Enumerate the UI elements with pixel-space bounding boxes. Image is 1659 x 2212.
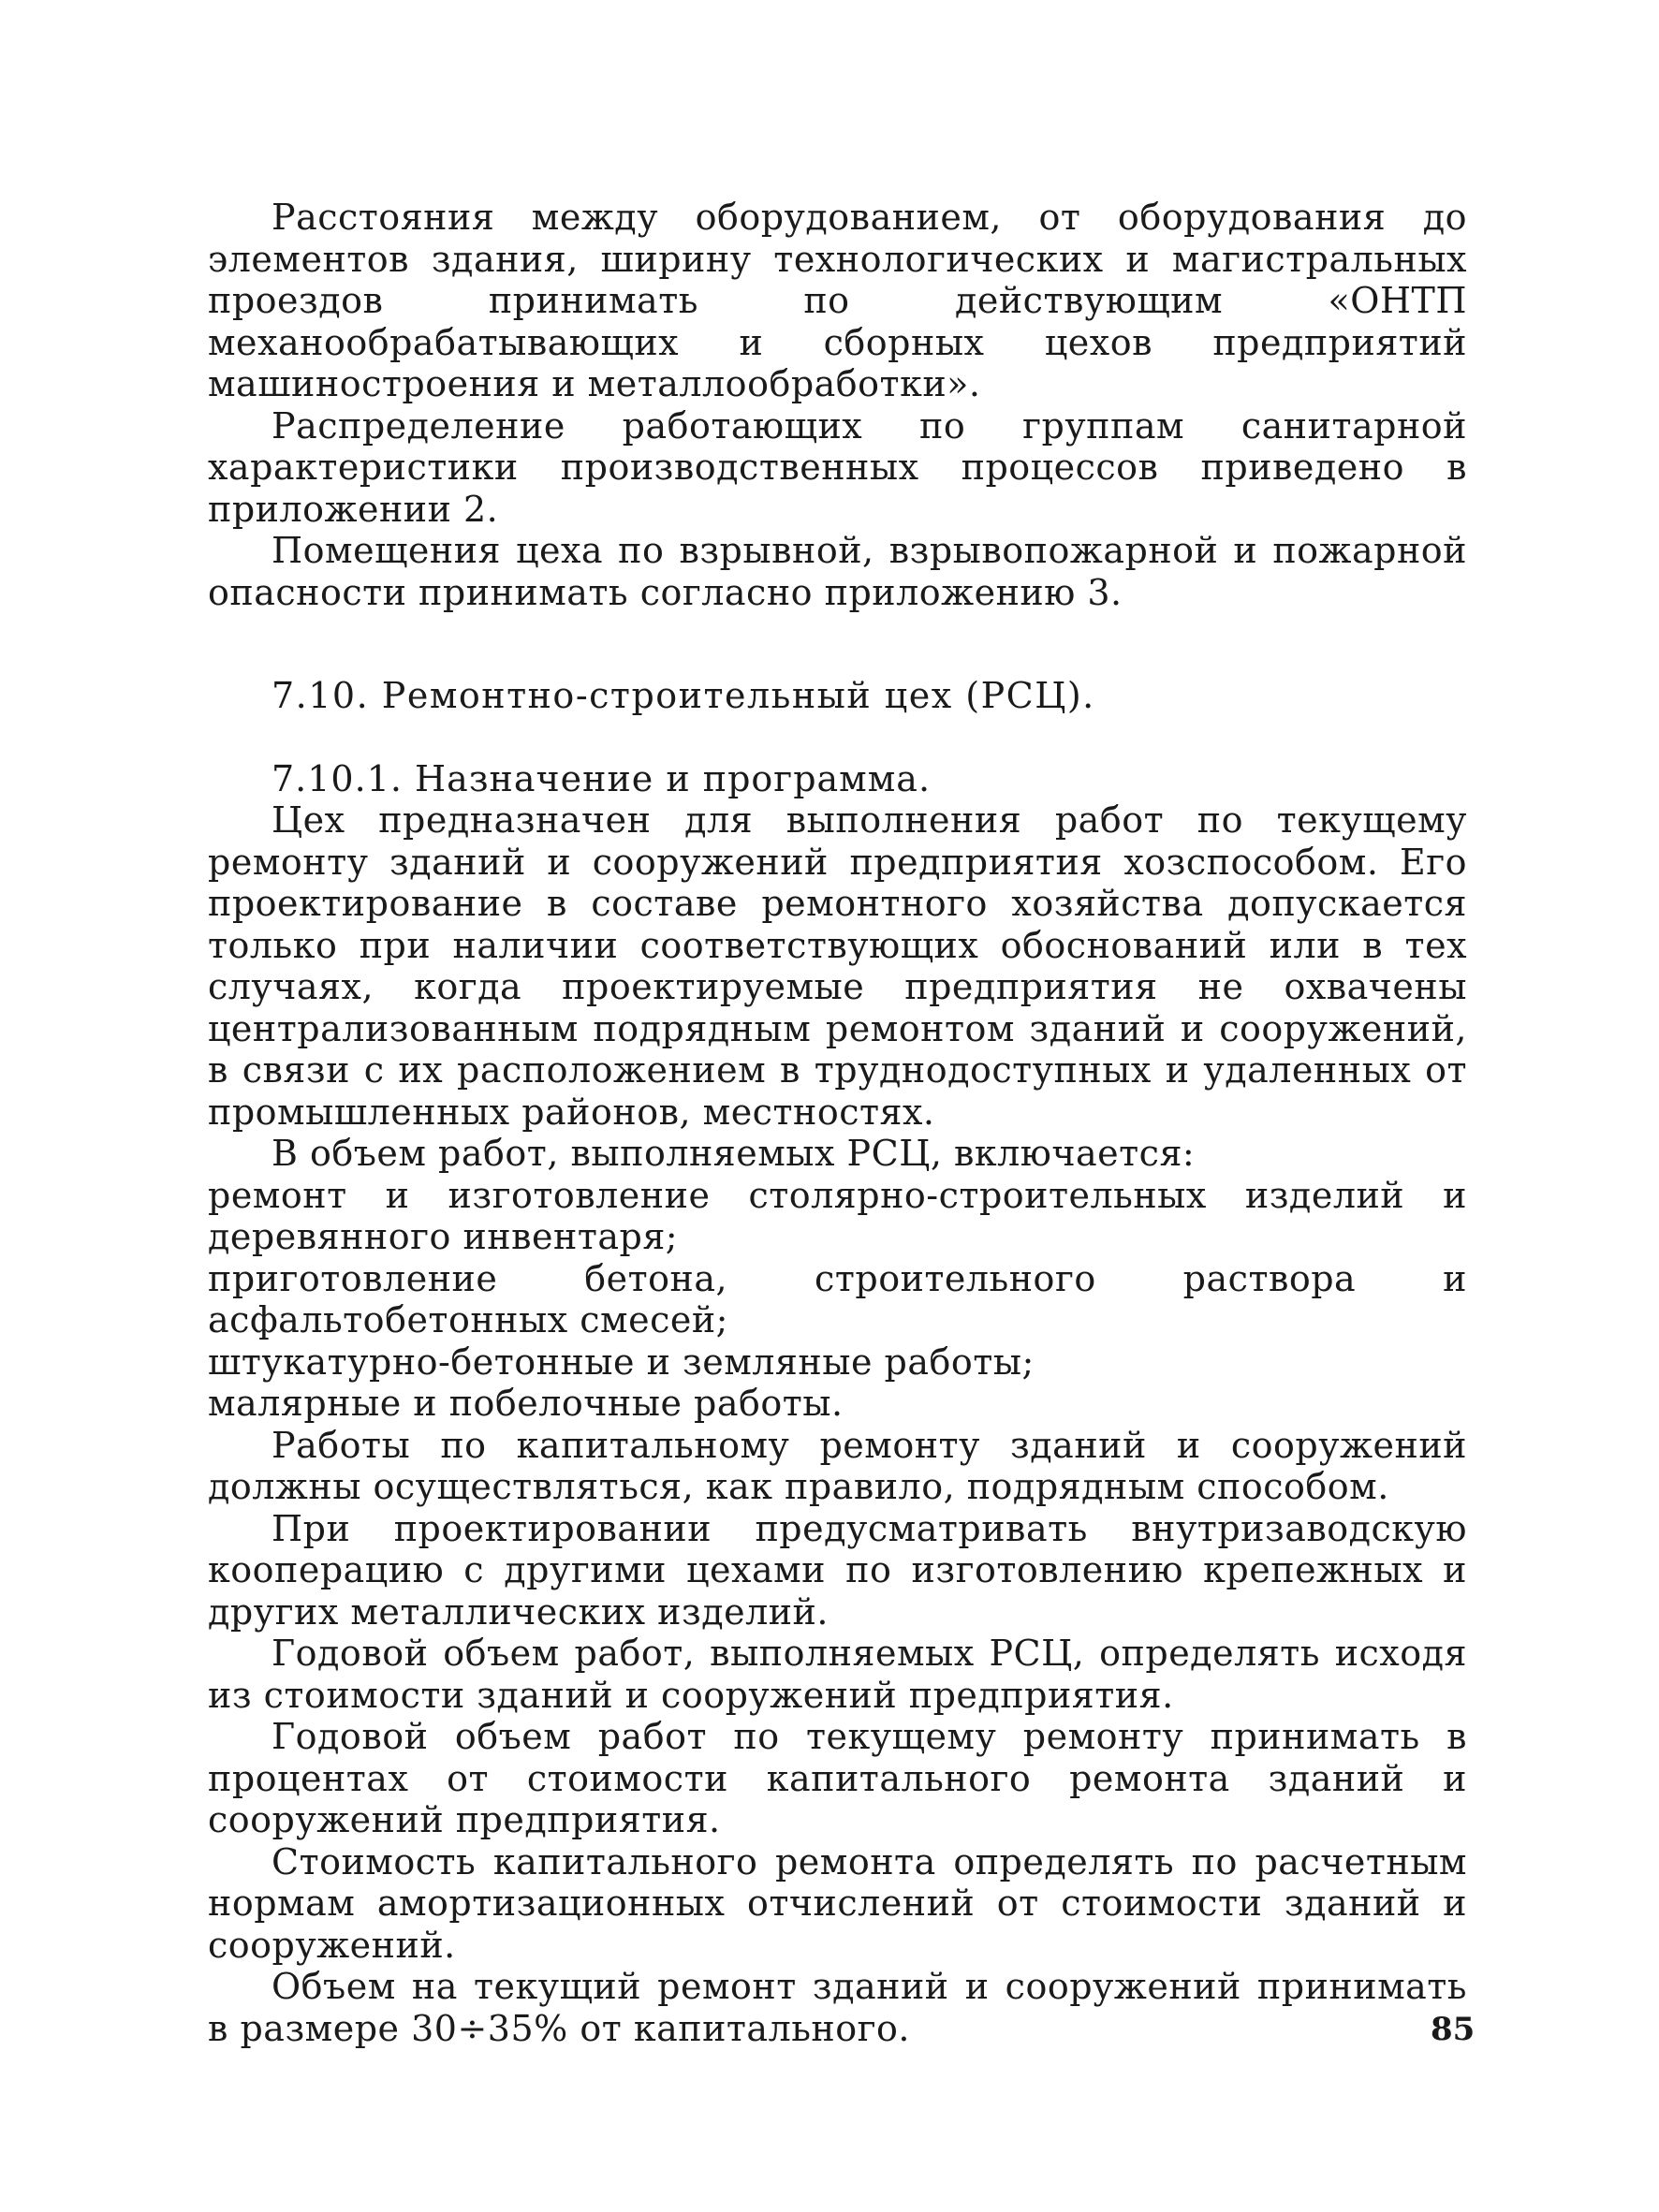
paragraph-fire-hazard: Помещения цеха по взрывной, взрывопожарной и пожарной опасности принимать согласно приложению 3. — [208, 530, 1467, 613]
list-item: ремонт и изготовление столярно-строительных изделий и деревянного инвентаря; — [208, 1174, 1467, 1257]
list-item: малярные и побелочные работы. — [208, 1383, 844, 1424]
paragraph-purpose: Цех предназначен для выполнения работ по текущему ремонту зданий и сооружений предприятия хозспособом. Его проектирование в составе ремонтного хозяйства допускается только при наличии соответствующих обоснований или в тех случаях, когда проектируемые предприятия не охвачены централизованным подрядным ремонтом зданий и сооружений, в связи с их расположением в труднодоступных и удаленных от промышленных районов, местностях. — [208, 799, 1467, 1133]
paragraph-equipment-distances: Расстояния между оборудованием, от оборудования до элементов здания, ширину технологических и магистральных проездов принимать по действующим «ОНТП механообрабатывающих и сборных цехов предприятий машиностроения и металлообработки». — [208, 197, 1467, 404]
paragraph-current-repair-volume: Годовой объем работ по текущему ремонту принимать в процентах от стоимости капитального ремонта зданий и сооружений предприятия. — [208, 1716, 1467, 1840]
paragraph-capital-repair-cost: Стоимость капитального ремонта определять по расчетным нормам амортизационных отчислений от стоимости зданий и сооружений. — [208, 1840, 1467, 1966]
list-item: приготовление бетона, строительного раствора и асфальтобетонных смесей; — [208, 1257, 1467, 1340]
page-text — [208, 197, 1467, 2049]
paragraph-annual-volume: Годовой объем работ, выполняемых РСЦ, определять исходя из стоимости зданий и сооружений предприятия. — [208, 1633, 1467, 1716]
paragraph-capital-repair: Работы по капитальному ремонту зданий и сооружений должны осуществляться, как правило, подрядным способом. — [208, 1424, 1467, 1507]
section-heading: 7.10. Ремонтно-строительный цех (РСЦ). — [272, 675, 1095, 716]
paragraph-workers-distribution: Распределение работающих по группам санитарной характеристики производственных процессов приведено в приложении 2. — [208, 404, 1467, 530]
subsection-heading: 7.10.1. Назначение и программа. — [272, 757, 932, 799]
page-number: 85 — [1431, 2011, 1475, 2048]
paragraph-cooperation: При проектировании предусматривать внутризаводскую кооперацию с другими цехами по изготовлению крепежных и других металлических изделий. — [208, 1507, 1467, 1633]
list-item: штукатурно-бетонные и земляные работы; — [208, 1340, 1035, 1383]
paragraph-scope-intro: В объем работ, выполняемых РСЦ, включается: — [272, 1133, 1196, 1174]
paragraph-current-repair-share: Объем на текущий ремонт зданий и сооружений принимать в размере 30÷35% от капитального. — [208, 1966, 1467, 2049]
